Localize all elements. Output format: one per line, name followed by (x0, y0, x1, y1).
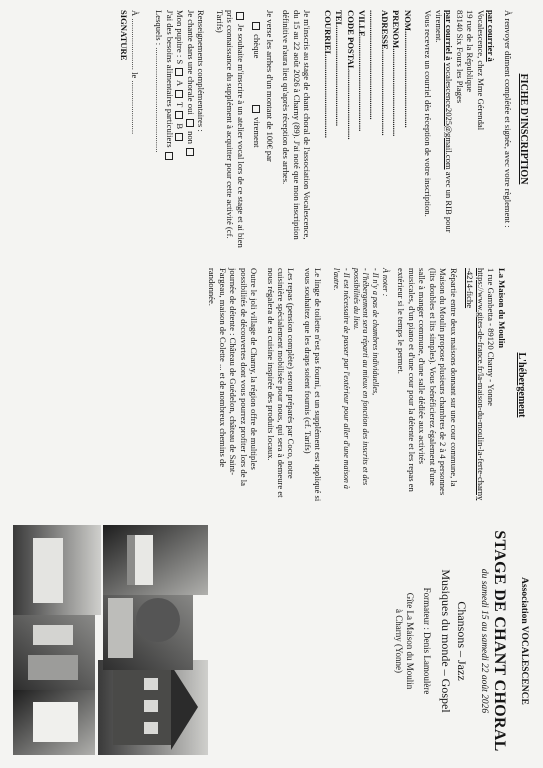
accommodation-heading: L'hébergement (516, 352, 527, 418)
venue-url-link[interactable]: https://www.gites-de-france.fr/la-maison-du-moulin-la-ferte-charny-4214-fiche (465, 268, 486, 501)
info-heading: Renseignements complémentaires : (196, 10, 207, 132)
email-rest-text: avec un RIB pour virement. (433, 10, 455, 233)
voice-a-checkbox[interactable] (175, 90, 183, 98)
cheque-checkbox[interactable] (252, 22, 260, 30)
venue-name: La Maison du Moulin (496, 268, 507, 348)
workshop-checkbox[interactable] (236, 12, 244, 20)
linen-text: Le linge de toilette n'est pas fourni, et un supplément est appliqué si vous souhaitez que les draps soient fournis (cf. Tarifs) (302, 268, 324, 502)
registration-intro: À renvoyer dûment complétée et signée, avec votre règlement : (502, 10, 513, 228)
voice-b-label: B (175, 123, 186, 130)
voice-s-checkbox[interactable] (175, 68, 183, 76)
accommodation-panel (0, 256, 543, 512)
diet-details-field[interactable]: Lesquels : ................................................. (154, 10, 165, 153)
field-adresse-2[interactable]: ................................................... (368, 10, 379, 120)
event-title: STAGE DE CHANT CHORAL (491, 530, 509, 752)
registration-panel (0, 0, 543, 256)
contact-email-link[interactable]: vocalescence2025@gmail.com (444, 62, 455, 170)
postal-address-3: 83140 Six Fours les Plages (454, 10, 465, 104)
field-tel[interactable]: TEL.............................................. (334, 10, 345, 127)
diet-question: J'ai des besoins alimentaires particuliers (164, 10, 175, 148)
genre-line-1: Chansons – Jazz (455, 601, 470, 681)
voice-t-label: T (175, 101, 186, 108)
lodging-name: Gîte La Maison du Moulin (405, 592, 415, 690)
postal-address-1: Vocalescence, chez Mme Gérendal (475, 10, 486, 131)
field-courriel[interactable]: COURRIEL...................................... (322, 10, 333, 138)
voice-a-label: A (175, 80, 186, 86)
transfer-checkbox[interactable] (252, 105, 260, 113)
by-mail-label: par courrier à (486, 10, 497, 62)
field-ville[interactable]: VILLE............................................ (357, 10, 367, 132)
region-text: Outre le joli village de Charny, la région offre de multiples possibilités de découvertes dont vous pourrez profiter lors de la journée de détente : Château de Guédelon, château de Saint-Fargeau, maison de Colette ... et de nombreux chemins de randonnée. (207, 268, 260, 486)
photo-room (103, 525, 208, 595)
postal-address-2: 19 rue de la République (465, 10, 476, 93)
photo-collage (8, 520, 213, 760)
diet-checkbox[interactable] (165, 152, 173, 160)
lodging-town: à Charny (Yonne) (393, 608, 404, 674)
choir-question: Je chante dans une chorale oui (185, 10, 196, 115)
genre-line-2: Musiques du monde – Gospel (439, 569, 454, 713)
voice-stand-label: Mon pupitre : S (175, 10, 186, 65)
field-prenom[interactable]: PRENOM......................................... (391, 10, 402, 137)
field-nom[interactable]: NOM............................................. (402, 10, 413, 128)
association-name: Association VOCALESCENCE (519, 577, 529, 705)
deposit-text: Je verse les arrhes d'un montant de 100€ par (264, 10, 275, 162)
note-3: - Il est nécessaire de passer par l'extérieur pour aller d'une maison à l'autre. (332, 268, 351, 489)
event-dates: du samedi 15 au samedi 22 août 2026 (479, 568, 490, 714)
accommodation-description: Répartie entre deux maisons donnant sur une cour commune, la Maison du Moulin propose plusieurs chambres de 2 à 4 personnes (lits doubles et lits simples). Vous bénéficierez également d'une salle à manger commune, d'une salle dédiée aux activités musicales, d'un piano et d'une cour pour la détente et les repas en extérieur si le temps le permet. (396, 268, 459, 496)
choir-no-label: non (185, 131, 196, 144)
choir-yes-checkbox[interactable] (186, 119, 194, 127)
note-1: - Il n'y a pas de chambres individuelles, (371, 268, 381, 396)
identity-form (322, 10, 413, 248)
meals-text: Les repas (pension complète) seront préparés par Coco, notre cuisinière spécialement mobilisée pour nous, qui sera à demeure et nous régalera de sa cuisine inspirée des produits locaux. (265, 268, 297, 498)
place-date-field[interactable]: À ........................ le ......................... (129, 10, 140, 135)
confirmation-text: Vous recevrez un courriel dès réception de votre inscription. (423, 10, 434, 217)
enrollment-statement: Je m'inscris au stage de chant choral de l'association Vocalescence, du 15 au 22 août 2026 à Charny (89). J'ai noté que mon inscription définitive n'aura lieu qu'après réception des arrhes. (281, 10, 313, 240)
voice-b-checkbox[interactable] (175, 133, 183, 141)
field-code-postal[interactable]: CODE POSTAL................................ (345, 10, 356, 140)
cheque-label: chèque (252, 34, 263, 59)
signature-label: SIGNATURE (119, 10, 130, 61)
note-label: À noter : (380, 268, 390, 297)
transfer-label: virement (252, 116, 263, 148)
choir-no-checkbox[interactable] (186, 148, 194, 156)
photo-collage-image (8, 520, 213, 760)
voice-t-checkbox[interactable] (175, 111, 183, 119)
field-adresse[interactable]: ADRESSE........................................ (379, 10, 390, 136)
venue-street: 1 rue Gambetta - 89120 Charny - Yonne (486, 268, 497, 406)
cover-panel (0, 512, 543, 768)
trainer-name: Formateur : Denis Lamoulère (422, 587, 433, 695)
workshop-text: Je souhaite m'inscrire à un atelier vocal lors de ce stage et ai bien pris connaissance du supplément à acquitter pour cette activité (cf. Tarifs) (214, 10, 246, 248)
note-2: - l'hébergement sera réparti au mieux en fonction des inscrits et des possibilités du lieu. (351, 268, 371, 486)
by-email-label: par courriel à (444, 10, 455, 61)
registration-heading: FICHE D'INSCRIPTION (518, 73, 529, 185)
